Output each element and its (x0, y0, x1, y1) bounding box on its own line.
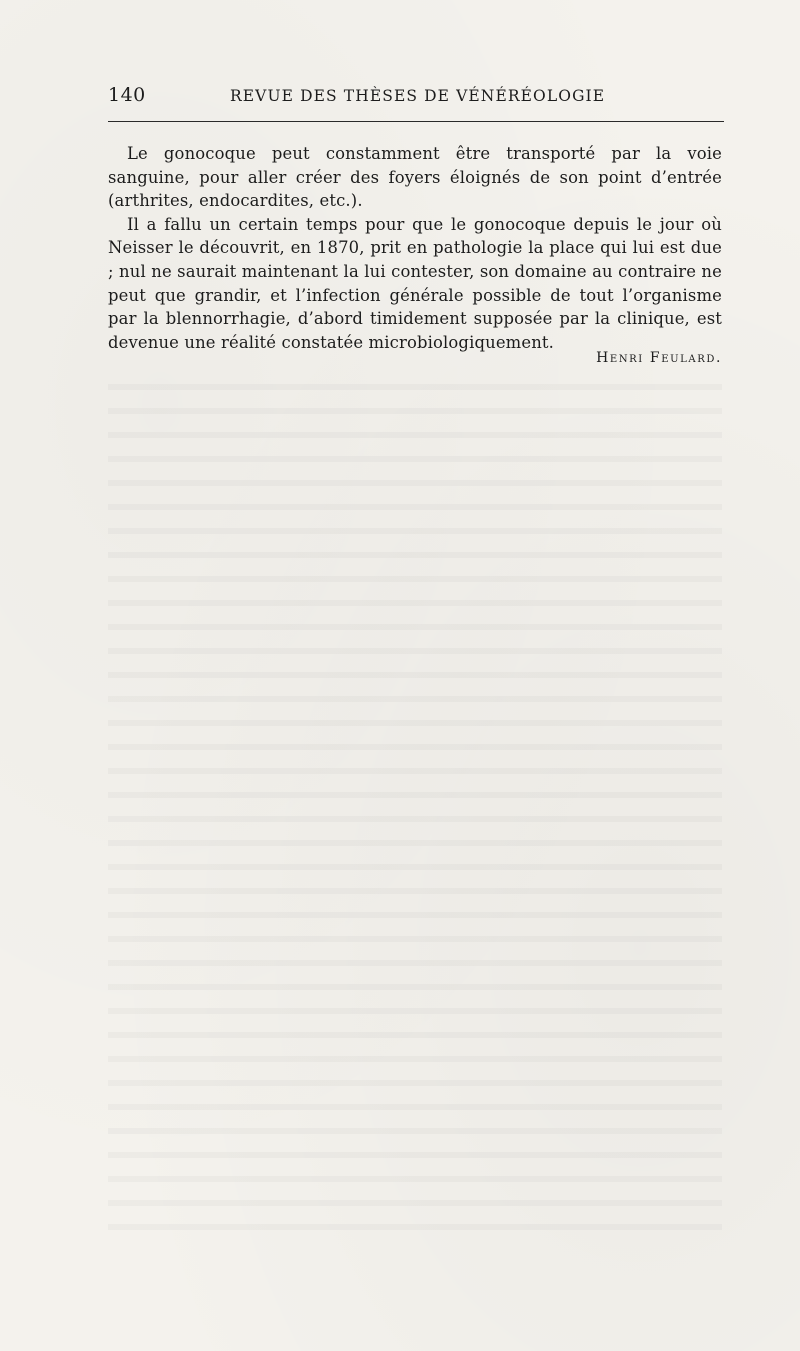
paragraph: Le gonocoque peut constamment être transporté par la voie sanguine, pour aller créer des foyers éloignés de son point d’entrée (arthrites, endocardites, etc.). (108, 144, 722, 211)
show-through-texture (108, 370, 722, 1230)
page-header (108, 84, 724, 112)
running-title: REVUE DES THÈSES DE VÉNÉRÉOLOGIE (230, 87, 606, 105)
header-rule (108, 121, 724, 122)
paragraph: Il a fallu un certain temps pour que le gonocoque depuis le jour où Neisser le découvrit, en 1870, prit en pathologie la place qui lui est due ; nul ne saurait maintenant la lui contester, son domaine au contraire ne peut que grandir, et l’infection générale possible de tout l’organisme par la blennorrhagie, d’abord timidement supposée par la clinique, est devenue une réalité constatée microbiologiquement. (108, 214, 722, 352)
page-number: 140 (108, 84, 146, 106)
author-signature: Henri Feulard. (596, 350, 722, 366)
body-text (108, 142, 722, 354)
